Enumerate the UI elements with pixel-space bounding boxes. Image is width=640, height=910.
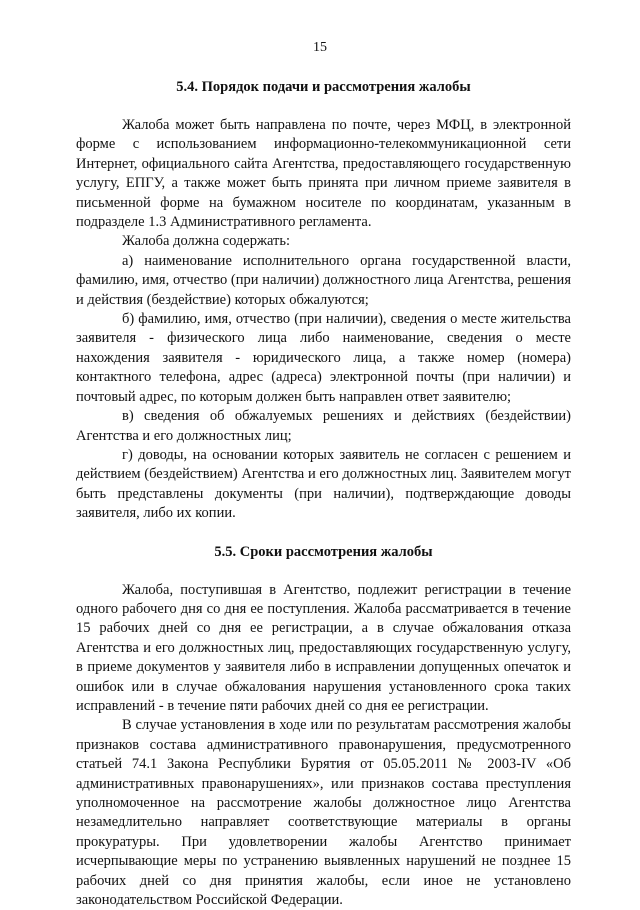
- document-body: [76, 78, 571, 910]
- paragraph-complaint-contents-intro: Жалоба должна содержать:: [122, 233, 291, 250]
- list-item-v: в) сведения об обжалуемых решениях и действиях (бездействии) Агентства и его должностных лиц;: [76, 408, 571, 444]
- list-item-b: б) фамилию, имя, отчество (при наличии), сведения о месте жительства заявителя - физического лица либо наименование, сведения о месте нахождения заявителя - юридического лица, а также номер (номера) контактного телефона, адрес (адреса) электронной почты (при наличии) и почтовый адрес, по которым должен быть направлен ответ заявителю;: [76, 311, 571, 405]
- paragraph-registration-terms: Жалоба, поступившая в Агентство, подлежит регистрации в течение одного рабочего дня со дня ее поступления. Жалоба рассматривается в течение 15 рабочих дней со дня ее регистрации, а в случае обжалования отказа Агентства и его должностных лиц, предоставляющих государственную услугу, в приеме документов у заявителя либо в исправлении допущенных опечаток и ошибок или в случае обжалования нарушения установленного срока таких исправлений - в течение пяти рабочих дней со дня ее регистрации.: [76, 581, 571, 714]
- paragraph-violation-handling: В случае установления в ходе или по результатам рассмотрения жалобы признаков состава административного правонарушения, предусмотренного статьей 74.1 Закона Республики Бурятия от 05.05.2011 № 2003-IV «Об административных правонарушениях», или признаков состава преступления уполномоченное на рассмотрение жалобы должностное лицо Агентства незамедлительно направляет соответствующие материалы в органы прокуратуры. При удовлетворении жалобы Агентство принимает исчерпывающие меры по устранению выявленных нарушений не позднее 15 рабочих дней со дня принятия жалобы, если иное не установлено законодательством Российской Федерации.: [76, 717, 571, 909]
- list-item-g: г) доводы, на основании которых заявитель не согласен с решением и действием (бездействием) Агентства и его должностных лиц. Заявителем могут быть представлены документы (при наличии), подтверждающие доводы заявителя, либо их копии.: [76, 446, 571, 522]
- list-item-a: а) наименование исполнительного органа государственной власти, фамилию, имя, отчество (при наличии) должностного лица Агентства, решения и действия (бездействие) которых обжалуются;: [76, 252, 571, 308]
- page-number: 15: [313, 40, 327, 55]
- section-heading-5-5: 5.5. Сроки рассмотрения жалобы: [214, 543, 433, 560]
- paragraph-submission-methods: Жалоба может быть направлена по почте, через МФЦ, в электронной форме с использованием информационно-телекоммуникационной сети Интернет, официального сайта Агентства, предоставляющего государственную услугу, ЕПГУ, а также может быть принята при личном приеме заявителя в письменной форме на бумажном носителе по координатам, указанным в подразделе 1.3 Административного регламента.: [76, 117, 571, 231]
- section-heading-5-4: 5.4. Порядок подачи и рассмотрения жалобы: [176, 79, 471, 95]
